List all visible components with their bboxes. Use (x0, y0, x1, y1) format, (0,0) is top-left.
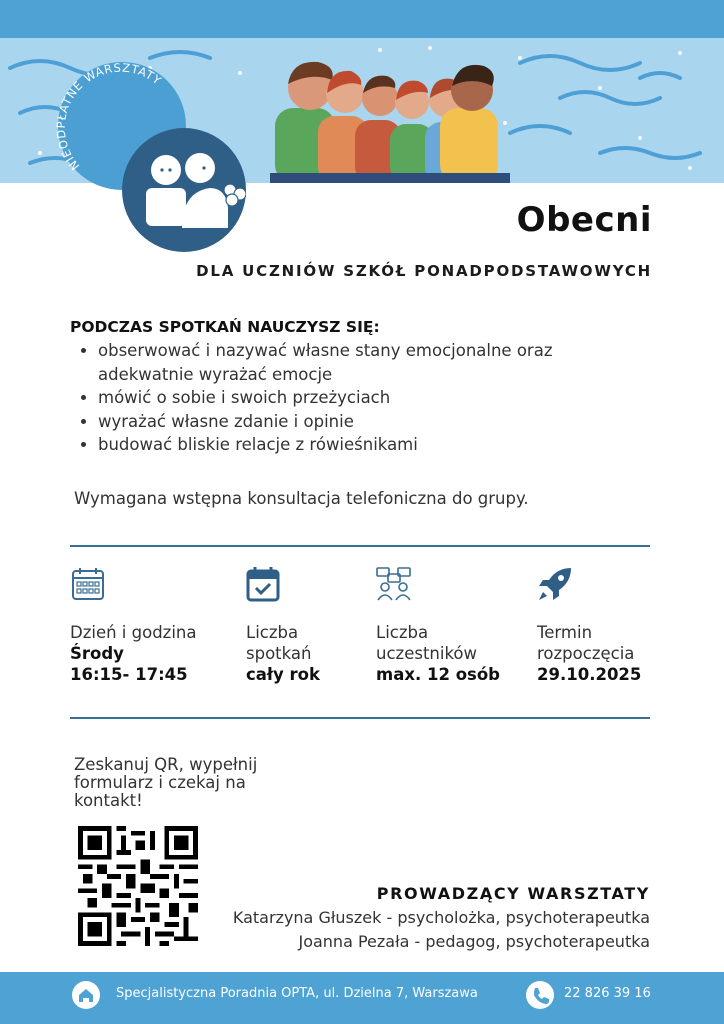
info-label: Termin rozpoczęcia (537, 623, 635, 663)
info-day-time (70, 566, 230, 685)
info-value: 16:15- 17:45 (70, 665, 188, 684)
consultation-note: Wymagana wstępna konsultacja telefoniczna do grupy. (74, 489, 529, 508)
badge-text: NIEODPŁATNE WARSZTATY (53, 60, 165, 174)
leaders-heading: PROWADZĄCY WARSZTATY (376, 884, 650, 903)
leader-line: Katarzyna Głuszek - psycholożka, psychoterapeutka (232, 908, 650, 927)
learn-list (78, 339, 598, 457)
top-bar (0, 0, 724, 38)
leader-line: Joanna Pezała - pedagog, psychoterapeutka (298, 932, 650, 951)
info-value: 29.10.2025 (537, 665, 642, 684)
info-label: Liczba spotkań (246, 623, 312, 663)
info-label: Liczba uczestników (376, 623, 478, 663)
info-value: cały rok (246, 665, 320, 684)
info-label: Dzień i godzina (70, 623, 197, 642)
qr-instructions: Zeskanuj QR, wypełnij formularz i czekaj na kontakt! (74, 755, 258, 810)
divider (70, 545, 650, 547)
calendar-check-icon (246, 566, 356, 602)
info-value: Środy (70, 644, 124, 663)
phone-icon (526, 981, 554, 1009)
divider (70, 717, 650, 719)
calendar-grid-icon (70, 566, 230, 602)
learn-heading: PODCZAS SPOTKAŃ NAUCZYSZ SIĘ: (70, 318, 380, 336)
rocket-icon (537, 566, 657, 602)
info-meetings (246, 566, 356, 685)
list-item: • wyrażać własne zdanie i opinie (98, 410, 598, 434)
info-value: max. 12 osób (376, 665, 500, 684)
logo-badge (122, 128, 246, 252)
footer-phone: 22 826 39 16 (564, 986, 651, 1001)
info-start-date (537, 566, 657, 685)
home-icon (72, 981, 100, 1009)
list-item: • budować bliskie relacje z rówieśnikami (98, 433, 598, 457)
page-subtitle: DLA UCZNIÓW SZKÓŁ PONADPODSTAWOWYCH (196, 262, 652, 280)
info-participants (376, 566, 516, 685)
list-item: • mówić o sobie i swoich przeżyciach (98, 386, 598, 410)
two-figures-logo-icon (122, 128, 246, 252)
qr-code[interactable] (78, 826, 198, 946)
page-title: Obecni (516, 200, 652, 240)
group-chat-icon (376, 566, 516, 602)
footer-address: Specjalistyczna Poradnia OPTA, ul. Dzielna 7, Warszawa (116, 986, 478, 1001)
list-item: • obserwować i nazywać własne stany emocjonalne oraz adekwatnie wyrażać emocje (98, 339, 598, 386)
footer (0, 972, 724, 1024)
